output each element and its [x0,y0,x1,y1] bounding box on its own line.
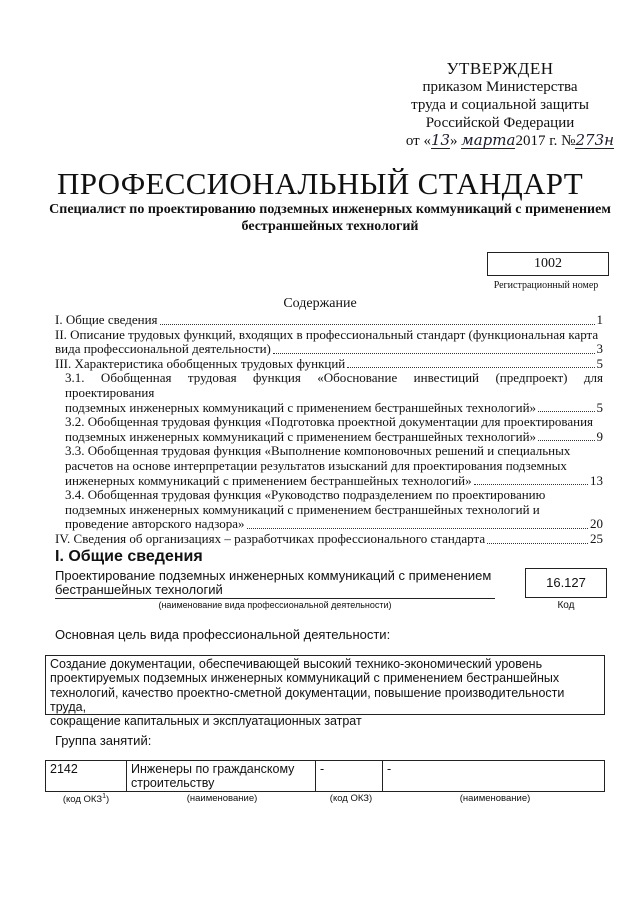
approval-line-1: приказом Министерства [422,79,578,95]
section-1-heading: I. Общие сведения [55,548,203,565]
okz-name-1: Инженеры по гражданскому строительству [127,761,316,792]
toc-item-section-2[interactable]: II. Описание трудовых функций, входящих в профессиональный стандарт (функциональная карта вида профессиональной деятельности) 3 [55,326,603,357]
okz-code-2: - [316,761,383,792]
goal-box: Создание документации, обеспечивающей высокий технико-экономический уровень проектируемых подземных инженерных коммуникаций с применением бестраншейных технологий, качество проектно-сметной документации, повышение производительности труда, сокращение капитальных и эксплуатационных затрат [45,655,605,715]
toc-item-section-3[interactable]: III. Характеристика обобщенных трудовых функций 5 [55,355,603,371]
activity-caption: (наименование вида профессиональной деятельности) [158,600,392,610]
registration-number-box: 1002 [487,252,609,276]
occupation-group-label: Группа занятий: [55,733,152,748]
document-subtitle: Специалист по проектированию подземных инженерных коммуникаций с применением бестраншейных технологий [49,202,611,234]
approval-heading: УТВЕРЖДЕН [446,59,554,78]
date-prefix: от « [405,133,431,149]
toc-item-3-2[interactable]: 3.2. Обобщенная трудовая функция «Подготовка проектной документации для проектирования подземных инженерных коммуникаций с применением бестраншейных технологий» 9 [65,414,603,444]
approval-date-line [380,132,620,150]
approval-block [380,60,620,150]
activity-underline [55,598,495,599]
toc-item-section-1[interactable]: I. Общие сведения 1 [55,312,603,327]
goal-label: Основная цель вида профессиональной деятельности: [55,627,391,642]
toc-item-3-3[interactable]: 3.3. Обобщенная трудовая функция «Выполнение компоновочных решений и специальных расчетов на основе интерпретации результатов изысканий для проектирования подземных инженерных коммуникаций с применением бестраншейных технологий» 13 [65,443,603,488]
toc-item-section-4[interactable]: IV. Сведения об организациях – разработчиках профессионального стандарта 25 [55,530,603,546]
caption-okz-code-2: (код ОКЗ) [329,793,373,804]
toc-item-3-1[interactable]: 3.1. Обобщенная трудовая функция «Обоснование инвестиций (предпроект) для проектирования подземных инженерных коммуникаций с применением бестраншейных технологий» 5 [65,370,603,415]
order-number-handwritten: 273н [575,131,614,149]
caption-okz-code-1: (код ОКЗ$^1$) [62,793,110,806]
occupation-group-table [45,760,605,792]
approval-line-2: труда и социальной защиты [411,97,589,113]
document-title: ПРОФЕССИОНАЛЬНЫЙ СТАНДАРТ [57,166,583,201]
registration-number-label: Регистрационный номер [493,280,599,291]
date-mid: » [450,133,462,149]
table-row [46,761,605,792]
table-of-contents [55,313,603,547]
toc-title: Содержание [283,296,357,311]
activity-code-box: 16.127 [525,568,607,598]
date-month-handwritten: марта [461,131,516,149]
okz-name-2: - [383,761,605,792]
caption-okz-name-1: (наименование) [186,793,258,804]
date-year: 2017 г. № [515,133,576,149]
date-day-handwritten: 13 [430,131,451,149]
activity-code-label: Код [557,600,575,611]
activity-name: Проектирование подземных инженерных коммуникаций с применением бестраншейных технологий [55,568,492,597]
toc-item-3-4[interactable]: 3.4. Обобщенная трудовая функция «Руководство подразделением по проектированию подземных инженерных коммуникаций с применением бестраншейных технологий и проведение авторского надзора» 20 [65,487,603,532]
caption-okz-name-2: (наименование) [459,793,531,804]
okz-code-1: 2142 [46,761,127,792]
approval-line-3: Российской Федерации [425,115,575,131]
